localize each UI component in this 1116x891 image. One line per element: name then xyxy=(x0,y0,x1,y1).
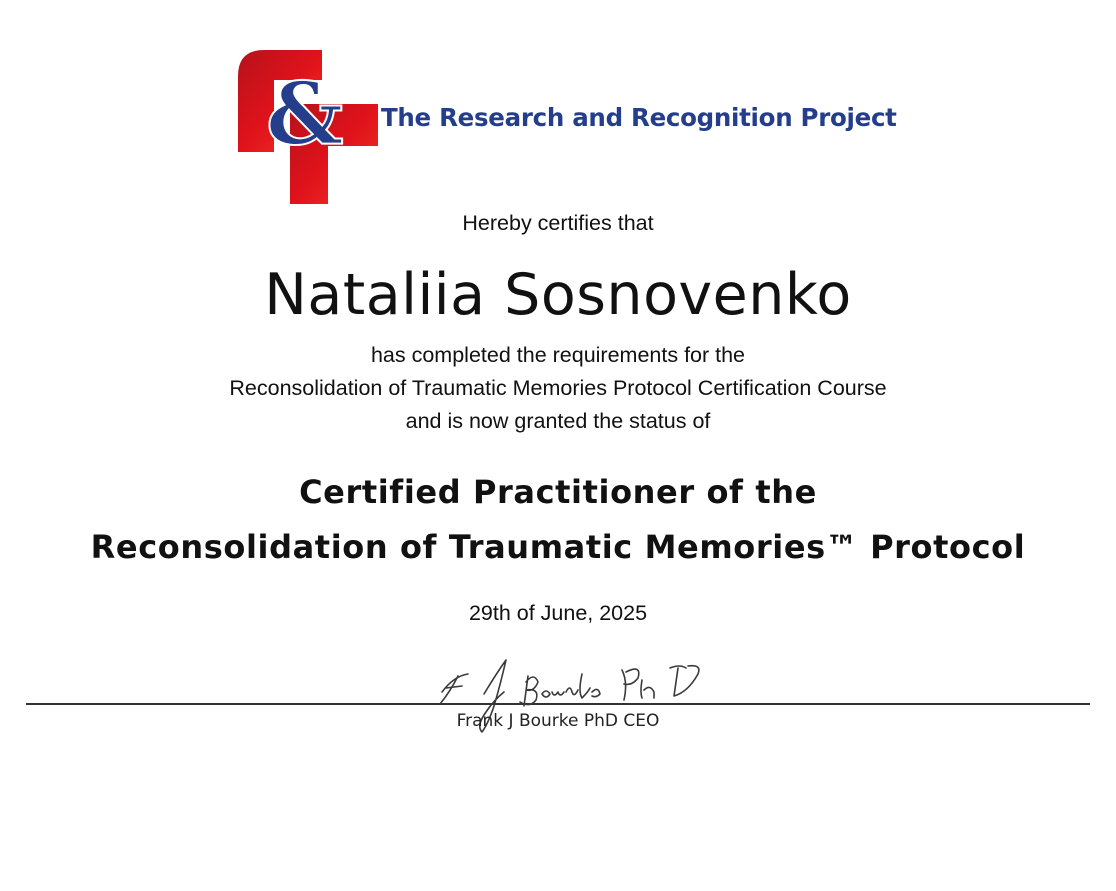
certifies-intro: Hereby certifies that xyxy=(462,211,654,235)
body-line-2: Reconsolidation of Traumatic Memories Protocol Certification Course xyxy=(229,376,887,400)
logo-mark-icon xyxy=(236,46,378,206)
status-title-line-2: Reconsolidation of Traumatic Memories™ Protocol xyxy=(90,528,1026,566)
certificate-date: 29th of June, 2025 xyxy=(468,601,648,625)
status-title-line-1: Certified Practitioner of the xyxy=(299,473,817,511)
organization-logo xyxy=(236,46,897,206)
signer-name-title: Frank J Bourke PhD CEO xyxy=(456,711,660,731)
body-line-1: has completed the requirements for the xyxy=(370,343,746,367)
body-line-3: and is now granted the status of xyxy=(405,409,711,433)
recipient-name: Nataliia Sosnovenko xyxy=(264,262,852,328)
organization-name: The Research and Recognition Project xyxy=(381,103,897,132)
logo-ampersand: & xyxy=(266,64,344,165)
